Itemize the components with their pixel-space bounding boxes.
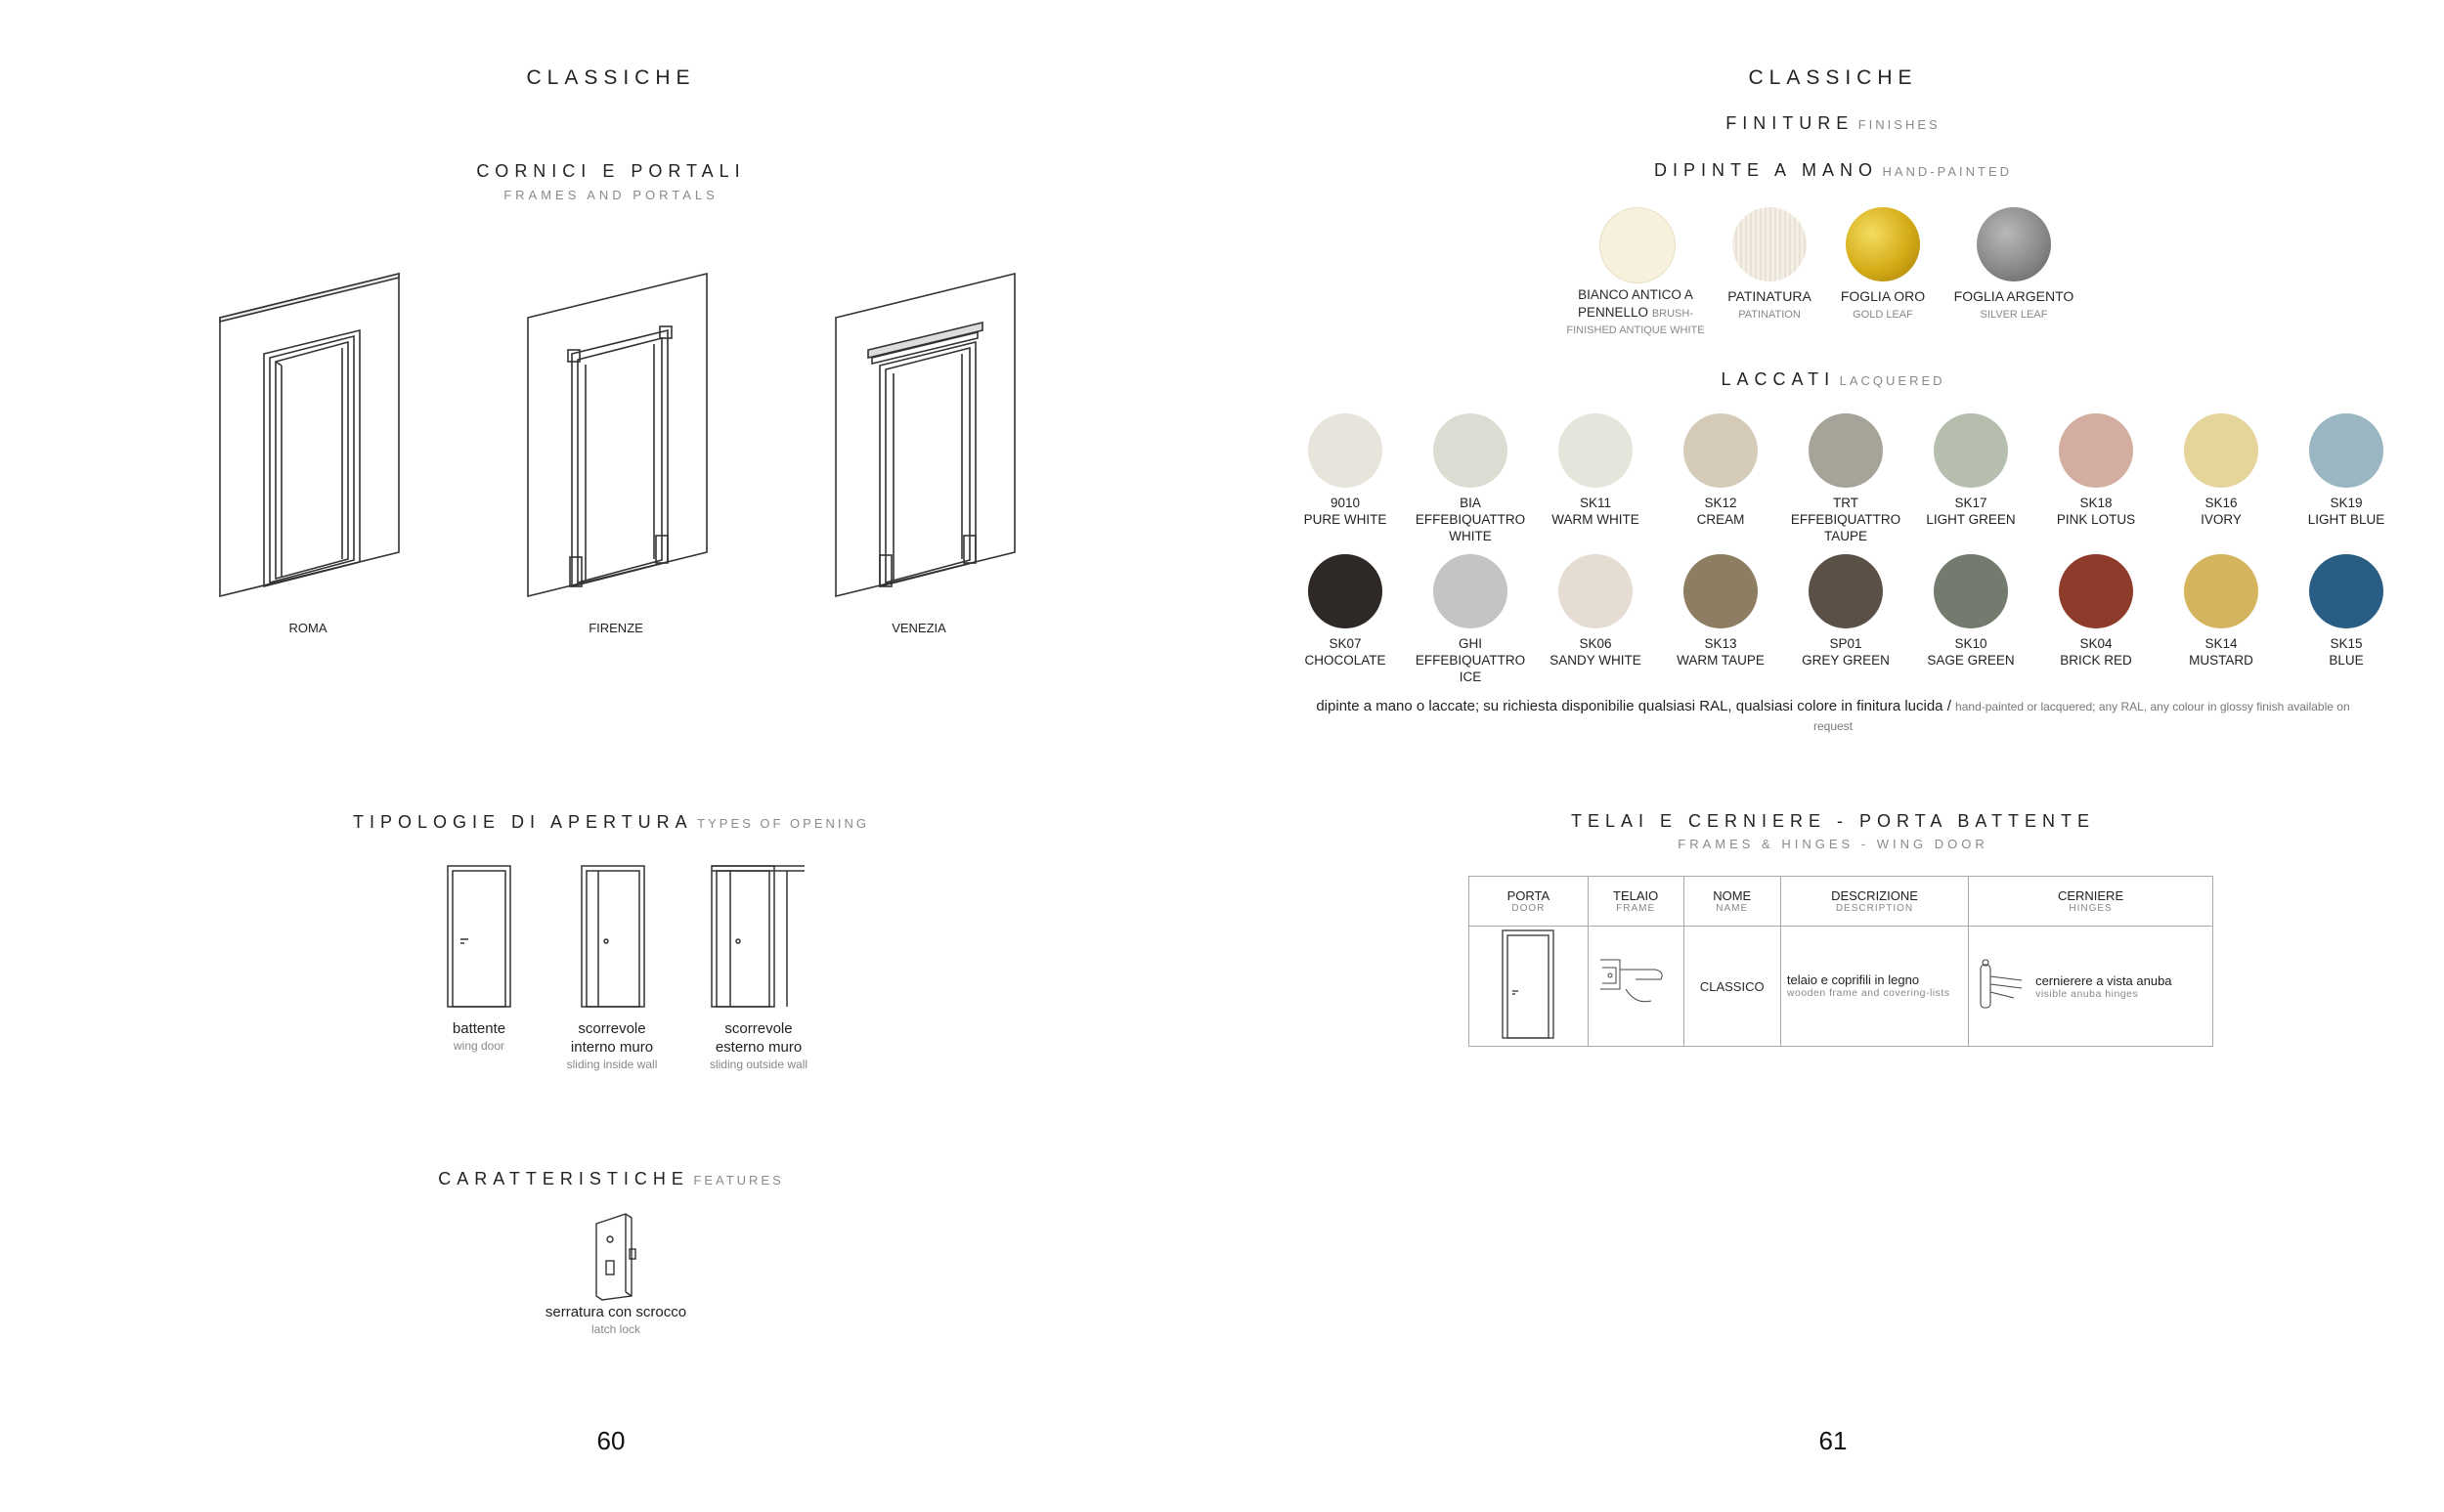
- swatch-label-sk18: SK18 PINK LOTUS: [2056, 496, 2136, 527]
- swatch-sk11: [1558, 413, 1633, 488]
- frames-title: CORNICI E PORTALI: [476, 161, 746, 181]
- swatch-label-sk06: SK06 SANDY WHITE: [1549, 636, 1641, 668]
- header-name: NOME NAME: [1683, 877, 1780, 927]
- swatch-label-sk04: SK04 BRICK RED: [2060, 636, 2132, 668]
- swatch-bianco-antico: [1599, 207, 1676, 283]
- swatch-sk04: [2059, 554, 2133, 628]
- header-door: PORTA DOOR: [1469, 877, 1589, 927]
- swatch-sp01: [1809, 554, 1883, 628]
- swatch-label-sk10: SK10 SAGE GREEN: [1927, 636, 2015, 668]
- swatch-label-sk13: SK13 WARM TAUPE: [1677, 636, 1765, 668]
- swatch-patinatura: [1732, 207, 1807, 281]
- anuba-hinge-icon: [1975, 955, 2028, 1017]
- frame-roma-illustration: [205, 264, 420, 606]
- finishes-note: dipinte a mano o laccate; su richiesta disponibilie qualsiasi RAL, qualsiasi colore in finitura lucida / hand-painted or lacquered; any RAL, any colour in glossy finish available on request: [1316, 698, 2350, 733]
- swatch-sk16: [2184, 413, 2258, 488]
- sliding-inside-wall-icon: [579, 863, 647, 1010]
- swatch-sk19: [2309, 413, 2383, 488]
- swatch-label-9010: 9010 PURE WHITE: [1303, 496, 1387, 527]
- cell-hinges: cernierere a vista anuba visible anuba hinges: [1969, 927, 2213, 1047]
- label-foglia-oro: FOGLIA ORO GOLD LEAF: [1840, 288, 1926, 321]
- swatch-label-sk12: SK12 CREAM: [1696, 496, 1745, 527]
- opening-title: TIPOLOGIE DI APERTURA: [352, 812, 693, 832]
- features-title: CARATTERISTICHE: [438, 1169, 689, 1188]
- swatch-label-sk07: SK07 CHOCOLATE: [1304, 636, 1386, 668]
- table-row: [1469, 927, 2213, 1047]
- frame-venezia-illustration: [821, 264, 1036, 606]
- frames-subtitle: FRAMES AND PORTALS: [503, 188, 719, 202]
- frame-firenze-illustration: [513, 264, 728, 606]
- cell-name: CLASSICO: [1683, 927, 1780, 1047]
- swatch-label-sk14: SK14 MUSTARD: [2189, 636, 2253, 668]
- frame-venezia-label: VENEZIA: [892, 621, 946, 635]
- label-bianco-antico: BIANCO ANTICO A PENNELLO BRUSH- FINISHED ANTIQUE WHITE: [1566, 287, 1705, 336]
- swatch-trt: [1809, 413, 1883, 488]
- opening-sliding-inside: scorrevole interno muro sliding inside wall: [566, 1020, 658, 1071]
- swatch-sk13: [1683, 554, 1758, 628]
- wing-door-icon: [445, 863, 513, 1010]
- cell-description: telaio e coprifili in legno wooden frame and covering-lists: [1780, 927, 1968, 1047]
- header-hinges: CERNIERE HINGES: [1969, 877, 2213, 927]
- swatch-sk06: [1558, 554, 1633, 628]
- swatch-ghi: [1433, 554, 1507, 628]
- swatch-label-sp01: SP01 GREY GREEN: [1802, 636, 1890, 668]
- header-frame: TELAIO FRAME: [1588, 877, 1683, 927]
- label-foglia-argento: FOGLIA ARGENTO SILVER LEAF: [1953, 288, 2074, 321]
- hand-painted-subtitle: HAND-PAINTED: [1882, 164, 2013, 179]
- latch-lock-icon: [587, 1210, 645, 1303]
- opening-heading: [0, 812, 1222, 833]
- opening-sliding-outside: scorrevole esterno muro sliding outside wall: [709, 1020, 808, 1071]
- lacquered-title: LACCATI: [1721, 369, 1836, 389]
- swatch-foglia-oro: [1846, 207, 1920, 281]
- swatch-label-ghi: GHI EFFEBIQUATTRO ICE: [1415, 636, 1526, 684]
- finishes-subtitle: FINISHES: [1857, 117, 1941, 132]
- swatch-sk18: [2059, 413, 2133, 488]
- table-header-row: [1469, 877, 2213, 927]
- label-patinatura: PATINATURA PATINATION: [1727, 288, 1811, 321]
- opening-wing: battente wing door: [452, 1020, 506, 1053]
- swatch-sk14: [2184, 554, 2258, 628]
- right-page-title: CLASSICHE: [1748, 66, 1918, 89]
- swatch-sk07: [1308, 554, 1382, 628]
- swatch-label-sk11: SK11 WARM WHITE: [1551, 496, 1639, 527]
- swatch-sk15: [2309, 554, 2383, 628]
- finishes-title: FINITURE: [1725, 113, 1855, 133]
- frame-section-icon: [1596, 950, 1675, 1018]
- opening-subtitle: TYPES OF OPENING: [697, 816, 870, 831]
- swatch-foglia-argento: [1977, 207, 2051, 281]
- swatch-label-sk19: SK19 LIGHT BLUE: [2307, 496, 2385, 527]
- swatch-label-sk17: SK17 LIGHT GREEN: [1926, 496, 2016, 527]
- swatch-sk10: [1934, 554, 2008, 628]
- door-drawing-icon: [1501, 929, 1555, 1040]
- left-page-title: CLASSICHE: [526, 66, 696, 89]
- swatch-9010: [1308, 413, 1382, 488]
- features-heading: [0, 1169, 1222, 1189]
- swatch-bia: [1433, 413, 1507, 488]
- frame-roma-label: ROMA: [288, 621, 327, 635]
- hand-painted-heading: [1222, 160, 2444, 181]
- swatch-sk12: [1683, 413, 1758, 488]
- lacquered-heading: [1222, 369, 2444, 390]
- right-page: [1222, 0, 2444, 1512]
- hand-painted-title: DIPINTE A MANO: [1653, 160, 1879, 180]
- page-number-left: 60: [596, 1426, 626, 1455]
- page-number-right: 61: [1818, 1426, 1848, 1455]
- swatch-label-sk16: SK16 IVORY: [2201, 496, 2242, 527]
- lacquered-subtitle: LACQUERED: [1839, 373, 1945, 388]
- cell-door: [1469, 927, 1589, 1047]
- frames-hinges-table: [1468, 876, 2213, 1047]
- frames-hinges-title: TELAI E CERNIERE - PORTA BATTENTE: [1570, 811, 2096, 831]
- header-description: DESCRIZIONE DESCRIPTION: [1780, 877, 1968, 927]
- frame-firenze-label: FIRENZE: [589, 621, 643, 635]
- swatch-label-bia: BIA EFFEBIQUATTRO WHITE: [1415, 496, 1526, 543]
- swatch-sk17: [1934, 413, 2008, 488]
- swatch-label-sk15: SK15 BLUE: [2329, 636, 2364, 668]
- finishes-heading: [1222, 113, 2444, 134]
- swatch-label-trt: TRT EFFEBIQUATTRO TAUPE: [1790, 496, 1901, 543]
- features-subtitle: FEATURES: [693, 1173, 784, 1188]
- cell-frame: [1588, 927, 1683, 1047]
- feature-latch-lock: serratura con scrocco latch lock: [545, 1304, 687, 1336]
- frames-hinges-subtitle: FRAMES & HINGES - WING DOOR: [1678, 837, 1988, 851]
- sliding-outside-wall-icon: [709, 863, 807, 1010]
